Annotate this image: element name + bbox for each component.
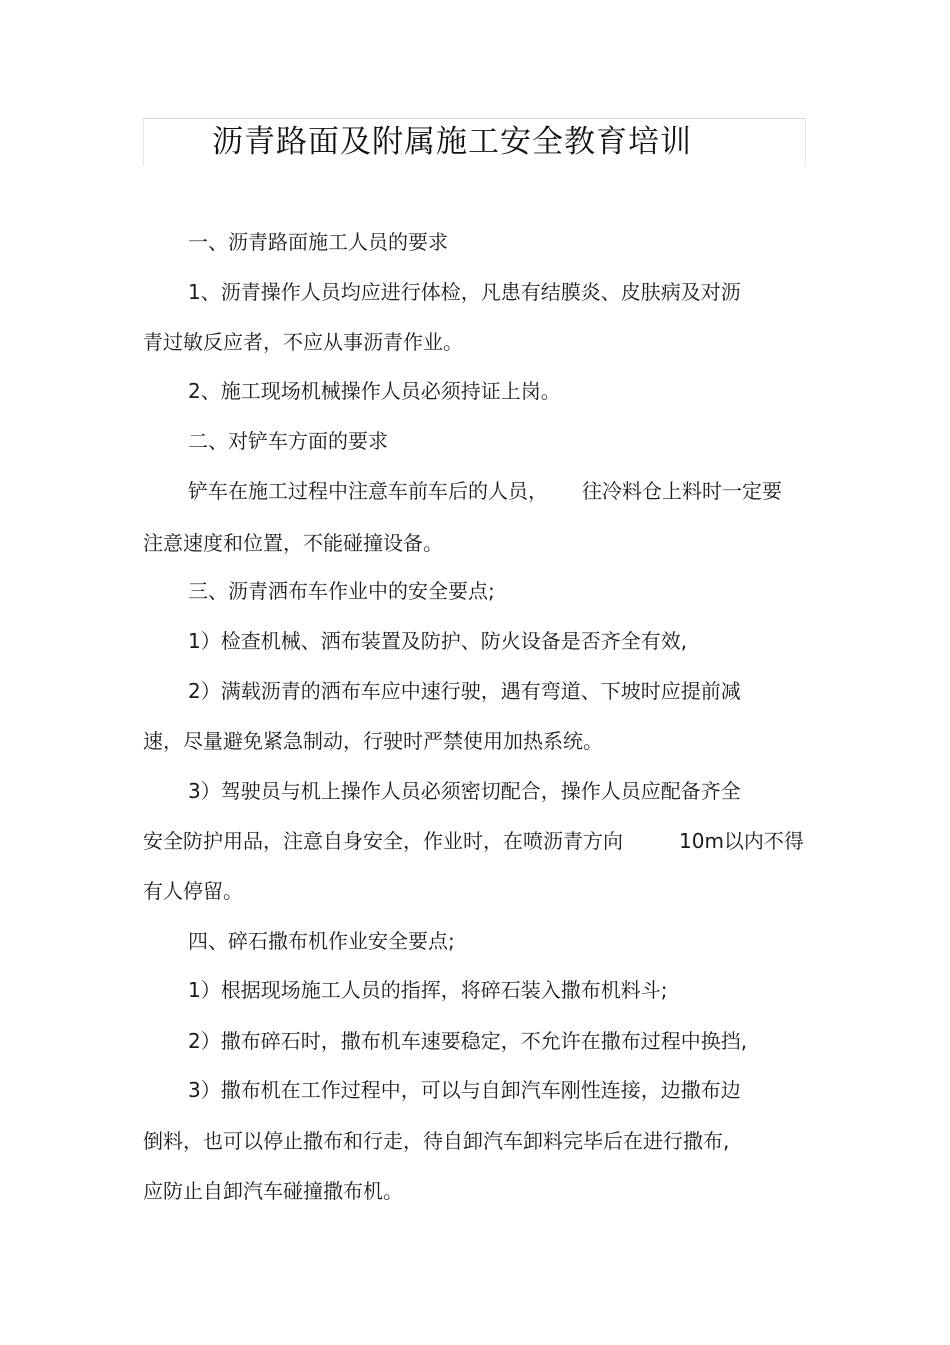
section-heading-4: 四、碎石撒布机作业安全要点; bbox=[188, 929, 455, 953]
paragraph-line: 注意速度和位置，不能碰撞设备。 bbox=[143, 531, 443, 555]
paragraph-line: 速，尽量避免紧急制动，行驶时严禁使用加热系统。 bbox=[143, 729, 603, 753]
paragraph-line: 安全防护用品，注意自身安全，作业时，在喷沥青方向 bbox=[143, 829, 623, 853]
paragraph-line: 倒料，也可以停止撒布和行走，待自卸汽车卸料完毕后在进行撒布, bbox=[143, 1129, 730, 1153]
paragraph-line: 3）驾驶员与机上操作人员必须密切配合，操作人员应配备齐全 bbox=[188, 779, 741, 803]
paragraph-line: 有人停留。 bbox=[143, 879, 243, 903]
paragraph-line: 1）根据现场施工人员的指挥，将碎石装入撒布机料斗; bbox=[188, 978, 668, 1002]
paragraph-line: 2、施工现场机械操作人员必须持证上岗。 bbox=[188, 379, 561, 403]
paragraph-line: 应防止自卸汽车碰撞撒布机。 bbox=[143, 1179, 403, 1203]
paragraph-line-continued: 10m以内不得 bbox=[679, 829, 804, 853]
paragraph-line: 青过敏反应者，不应从事沥青作业。 bbox=[143, 330, 463, 354]
paragraph-line-continued: 往冷料仓上料时一定要 bbox=[582, 479, 782, 503]
paragraph-line: 2）满载沥青的洒布车应中速行驶，遇有弯道、下坡时应提前减 bbox=[188, 679, 741, 703]
section-heading-2: 二、对铲车方面的要求 bbox=[188, 429, 388, 453]
section-heading-3: 三、沥青洒布车作业中的安全要点; bbox=[188, 579, 495, 603]
paragraph-line: 1、沥青操作人员均应进行体检，凡患有结膜炎、皮肤病及对沥 bbox=[188, 280, 741, 304]
paragraph-line: 铲车在施工过程中注意车前车后的人员， bbox=[188, 479, 548, 503]
paragraph-line: 3）撒布机在工作过程中，可以与自卸汽车刚性连接，边撒布边 bbox=[188, 1078, 741, 1102]
document-title: 沥青路面及附属施工安全教育培训 bbox=[212, 124, 692, 160]
paragraph-line: 2）撒布碎石时，撒布机车速要稳定，不允许在撒布过程中换挡, bbox=[188, 1029, 748, 1053]
paragraph-line: 1）检查机械、洒布装置及防护、防火设备是否齐全有效, bbox=[188, 629, 688, 653]
section-heading-1: 一、沥青路面施工人员的要求 bbox=[188, 230, 448, 254]
